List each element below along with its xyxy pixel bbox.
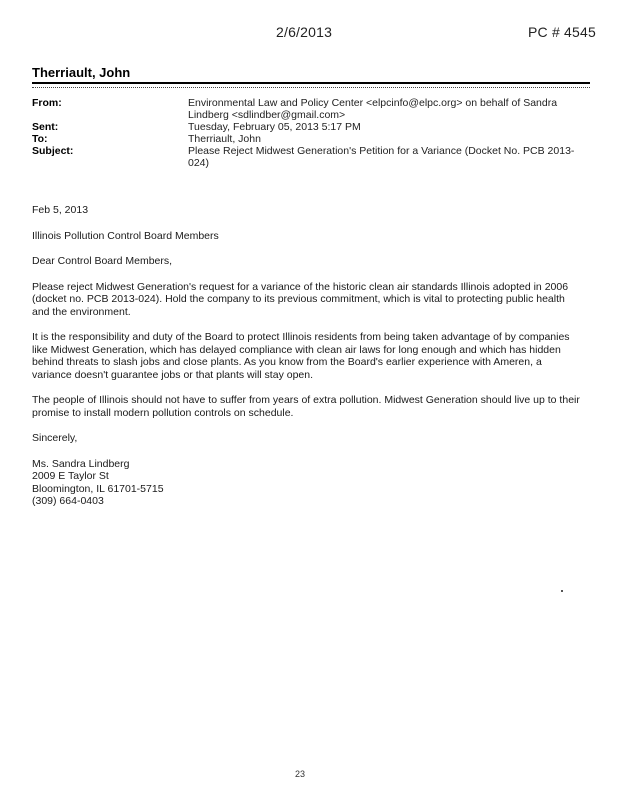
to-row bbox=[32, 133, 592, 145]
signature-street: 2009 E Taylor St bbox=[32, 470, 109, 482]
letter-paragraph-2: It is the responsibility and duty of the Board to protect Illinois residents from being taken advantage of by companies like Midwest Generation, which has delayed compliance with clean air laws for long enough and which has hidden behind threats to slash jobs and close plants. As you know from the Board's earlier experience with Ameren, a variance doesn't guarantee jobs or that plants will stay open. bbox=[32, 331, 570, 381]
sent-value: Tuesday, February 05, 2013 5:17 PM bbox=[188, 121, 361, 133]
page-number: 23 bbox=[295, 769, 306, 779]
signature-phone: (309) 664-0403 bbox=[32, 495, 104, 507]
letter-salutation: Dear Control Board Members, bbox=[32, 255, 173, 267]
letter-body bbox=[32, 204, 584, 508]
subject-row bbox=[32, 145, 592, 169]
signature-name: Ms. Sandra Lindberg bbox=[32, 457, 130, 470]
from-row bbox=[32, 97, 592, 121]
sent-label: Sent: bbox=[32, 121, 59, 133]
letter-paragraph-1: Please reject Midwest Generation's request for a variance of the historic clean air standards Illinois adopted in 2006 (docket no. PCB 2013-024). Hold the company to its previous commitment, which is vital to protecting public health and the environment. bbox=[32, 280, 569, 318]
subject-label: Subject: bbox=[32, 145, 74, 157]
letter-date: Feb 5, 2013 bbox=[32, 204, 89, 216]
stamp-date: 2/6/2013 bbox=[276, 24, 333, 40]
letter-paragraph-3: The people of Illinois should not have to suffer from years of extra pollution. Midwest Generation should live up to their promise to install modern pollution controls on schedule. bbox=[32, 394, 580, 419]
to-value: Therriault, John bbox=[188, 133, 261, 145]
to-label: To: bbox=[32, 133, 48, 145]
subject-value: Please Reject Midwest Generation's Petition for a Variance (Docket No. PCB 2013-024) bbox=[188, 145, 575, 169]
pc-number: PC # 4545 bbox=[528, 24, 596, 40]
letter-addressee: Illinois Pollution Control Board Members bbox=[32, 229, 219, 242]
signature-block bbox=[32, 458, 584, 508]
email-header bbox=[32, 97, 592, 169]
letter-closing: Sincerely, bbox=[32, 432, 78, 444]
scan-speck bbox=[561, 590, 563, 592]
sender-name: Therriault, John bbox=[32, 65, 131, 80]
header-rule bbox=[32, 82, 590, 88]
signature-city: Bloomington, IL 61701-5715 bbox=[32, 482, 164, 495]
from-label: From: bbox=[32, 97, 62, 109]
from-value: Environmental Law and Policy Center <elpcinfo@elpc.org> on behalf of Sandra Lindberg <sdlindber@gmail.com> bbox=[188, 97, 558, 121]
sent-row bbox=[32, 121, 592, 133]
